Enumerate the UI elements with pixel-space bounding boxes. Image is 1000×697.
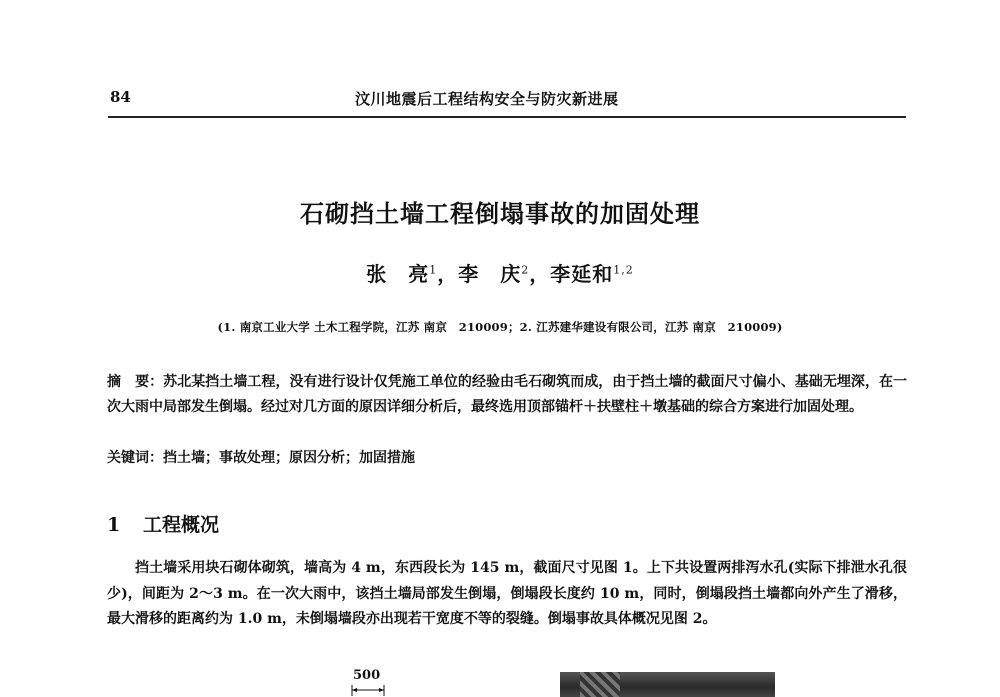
running-header — [110, 88, 906, 116]
section-number: 1 — [107, 514, 121, 536]
author-name: 张 亮 — [366, 262, 430, 286]
keywords-label: 关键词： — [107, 450, 163, 466]
author-separator: ， — [437, 262, 459, 286]
figure-photo-texture — [580, 672, 620, 697]
author-separator: ， — [529, 262, 551, 286]
running-title: 汶川地震后工程结构安全与防灾新进展 — [355, 90, 619, 108]
keywords-text: 挡土墙；事故处理；原因分析；加固措施 — [163, 450, 415, 466]
author-affil-mark: 1,2 — [613, 263, 634, 277]
section-heading — [107, 510, 219, 537]
author-name: 李 庆 — [458, 262, 522, 286]
keywords — [107, 446, 907, 471]
dimension-arrow — [350, 684, 386, 697]
author-name: 李延和 — [550, 262, 614, 286]
abstract-text: 苏北某挡土墙工程，没有进行设计仅凭施工单位的经验由毛石砌筑而成，由于挡土墙的截面尺寸偏小、基础无埋深，在一次大雨中局部发生倒塌。经过对几方面的原因详细分析后，最终选用顶部锚杆＋扶壁柱＋墩基础的综合方案进行加固处理。 — [107, 374, 908, 415]
paper-title: 石砌挡土墙工程倒塌事故的加固处理 — [300, 199, 700, 228]
author-affil-mark: 2 — [521, 263, 530, 277]
author-affil-mark: 1 — [429, 263, 438, 277]
page-number: 84 — [110, 88, 131, 106]
abstract — [107, 370, 907, 420]
abstract-label: 摘 要： — [107, 374, 164, 390]
header-rule — [108, 116, 906, 118]
figure-dimension-label: 500 — [353, 668, 381, 683]
section-title: 工程概况 — [143, 514, 220, 536]
author-list — [0, 258, 1000, 287]
body-paragraph: 挡土墙采用块石砌体砌筑，墙高为 4 m，东西段长为 145 m，截面尺寸见图 1。上下共设置两排泻水孔(实际下排泄水孔很少)，间距为 2～3 m。在一次大雨中，该挡土墙局部发生倒塌，倒塌段长度约 10 m，同时，倒塌段挡土墙都向外产生了滑移，最大滑移的距离约为 1.0 m，未倒塌墙段亦出现若干宽度不等的裂缝。倒塌事故具体概况见图 2。 — [107, 560, 907, 627]
affiliations: (1. 南京工业大学 土木工程学院，江苏 南京 210009；2. 江苏建华建设有限公司，江苏 南京 210009) — [217, 320, 783, 334]
